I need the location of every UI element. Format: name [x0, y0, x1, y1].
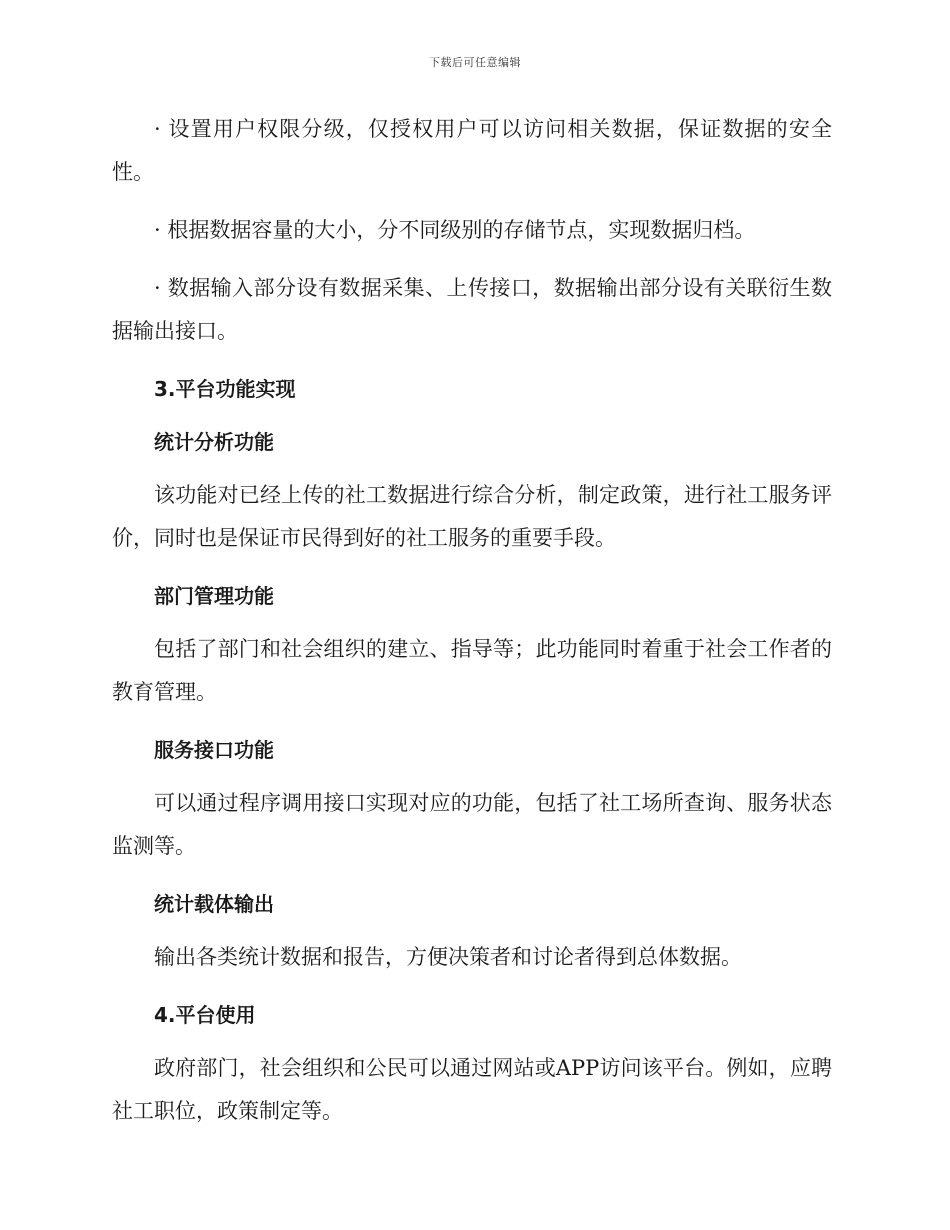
header-note: 下载后可任意编辑 — [429, 56, 521, 69]
subheading-statistical-analysis: 统计分析功能 — [154, 430, 274, 454]
subheading-statistics-output: 统计载体输出 — [154, 892, 274, 916]
paragraph-statistics-output: 输出各类统计数据和报告，方便决策者和讨论者得到总体数据。 — [154, 945, 742, 969]
paragraph-service-interface: 可以通过程序调用接口实现对应的功能，包括了社工场所查询、服务状态监测等。 — [112, 791, 832, 858]
paragraph-statistical-analysis: 该功能对已经上传的社工数据进行综合分析，制定政策，进行社工服务评价，同时也是保证市民得到好的社工服务的重要手段。 — [112, 483, 832, 550]
subheading-department-management: 部门管理功能 — [154, 584, 274, 608]
section-heading-platform-usage: 4.平台使用 — [154, 1003, 256, 1027]
subheading-service-interface: 服务接口功能 — [154, 738, 274, 762]
paragraph-storage-nodes: · 根据数据容量的大小，分不同级别的存储节点，实现数据归档。 — [154, 218, 756, 242]
paragraph-department-management: 包括了部门和社会组织的建立、指导等；此功能同时着重于社会工作者的教育管理。 — [112, 637, 832, 704]
section-heading-platform-functions: 3.平台功能实现 — [154, 377, 296, 401]
paragraph-data-interfaces: · 数据输入部分设有数据采集、上传接口，数据输出部分设有关联衍生数据输出接口。 — [112, 276, 832, 343]
document-body — [112, 108, 832, 1148]
paragraph-access-control: · 设置用户权限分级，仅授权用户可以访问相关数据，保证数据的安全性。 — [112, 117, 832, 184]
paragraph-platform-usage: 政府部门，社会组织和公民可以通过网站或APP访问该平台。例如，应聘社工职位，政策制定等。 — [112, 1056, 832, 1123]
